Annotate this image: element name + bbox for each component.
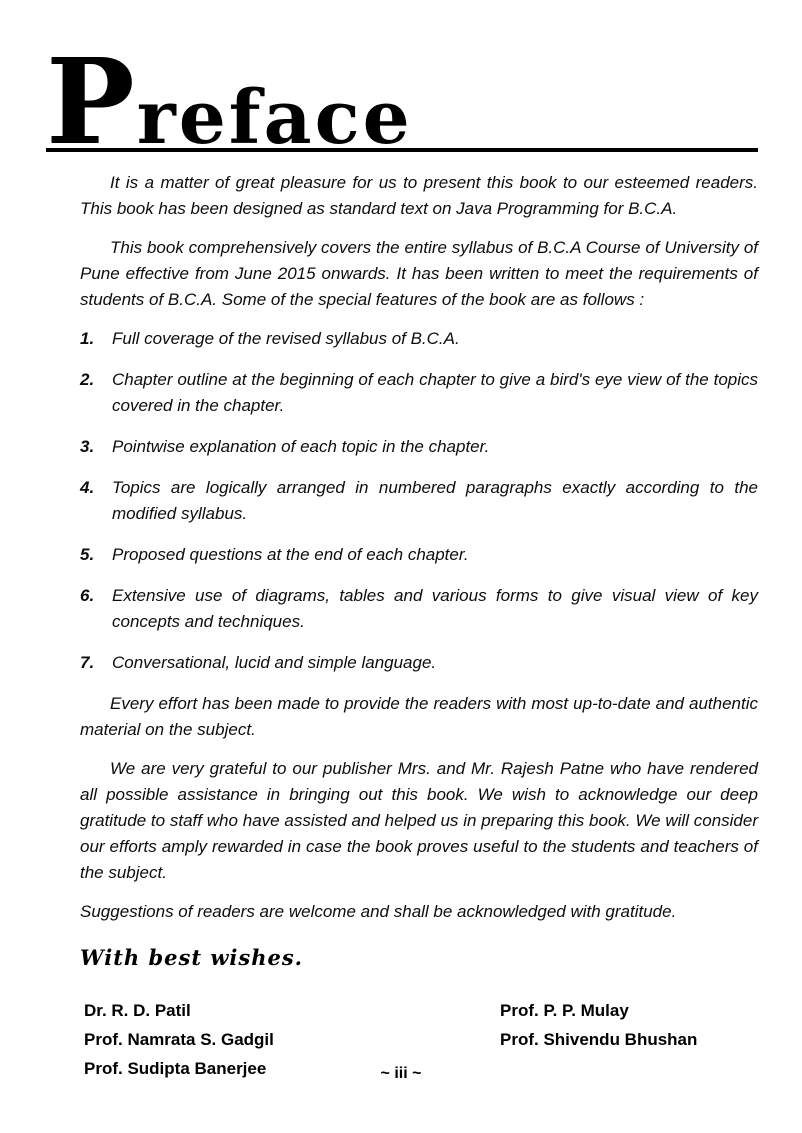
feature-number: 3. [80,437,95,457]
title-block [46,32,758,171]
title-rest: reface [136,75,413,161]
feature-number: 4. [80,478,95,498]
page-title [46,32,758,171]
feature-number: 6. [80,586,95,606]
title-drop-cap: P [46,32,135,171]
document-body [80,170,758,925]
intro-paragraph-2: This book comprehensively covers the entire syllabus of B.C.A Course of University of Pune effective from June 2015 onwards. It has been written to meet the requirements of students of B.C.A. Some of the special features of the book are as follows : [80,238,758,310]
best-wishes-line: With best wishes. [80,945,303,971]
signature-name: Prof. Shivendu Bhushan [500,1030,698,1050]
feature-text: Conversational, lucid and simple language. [112,653,437,673]
feature-number: 7. [80,653,95,673]
feature-list [80,326,758,676]
intro-paragraph-1: It is a matter of great pleasure for us to present this book to our esteemed readers. This book has been designed as standard text on Java Programming for B.C.A. [80,173,758,219]
closing-paragraph-2: We are very grateful to our publisher Mrs. and Mr. Rajesh Patne who have rendered all possible assistance in bringing out this book. We wish to acknowledge our deep gratitude to staff who have assisted and helped us in preparing this book. We will consider our efforts amply rewarded in case the book proves useful to the students and teachers of the subject. [80,759,758,883]
feature-item [80,583,758,635]
feature-text: Chapter outline at the beginning of each chapter to give a bird's eye view of the topics covered in the chapter. [112,370,758,416]
feature-item [80,326,758,352]
feature-text: Topics are logically arranged in numbered paragraphs exactly according to the modified syllabus. [112,478,758,524]
signature-name: Prof. Sudipta Banerjee [84,1059,267,1079]
feature-text: Pointwise explanation of each topic in the chapter. [112,437,490,457]
feature-text: Full coverage of the revised syllabus of B.C.A. [112,329,460,349]
feature-number: 5. [80,545,95,565]
feature-item [80,542,758,568]
suggestions-line: Suggestions of readers are welcome and shall be acknowledged with gratitude. [80,902,677,922]
feature-item [80,650,758,676]
feature-text: Extensive use of diagrams, tables and various forms to give visual view of key concepts and techniques. [112,586,758,632]
page-number: ~ iii ~ [380,1065,422,1082]
feature-item [80,475,758,527]
signature-name: Dr. R. D. Patil [84,1001,191,1021]
feature-text: Proposed questions at the end of each chapter. [112,545,469,565]
feature-item [80,434,758,460]
feature-number: 2. [80,370,95,390]
feature-number: 1. [80,329,95,349]
feature-item [80,367,758,419]
signature-name: Prof. Namrata S. Gadgil [84,1030,274,1050]
closing-paragraph-1: Every effort has been made to provide the readers with most up-to-date and authentic material on the subject. [80,694,758,740]
signature-name: Prof. P. P. Mulay [500,1001,629,1021]
